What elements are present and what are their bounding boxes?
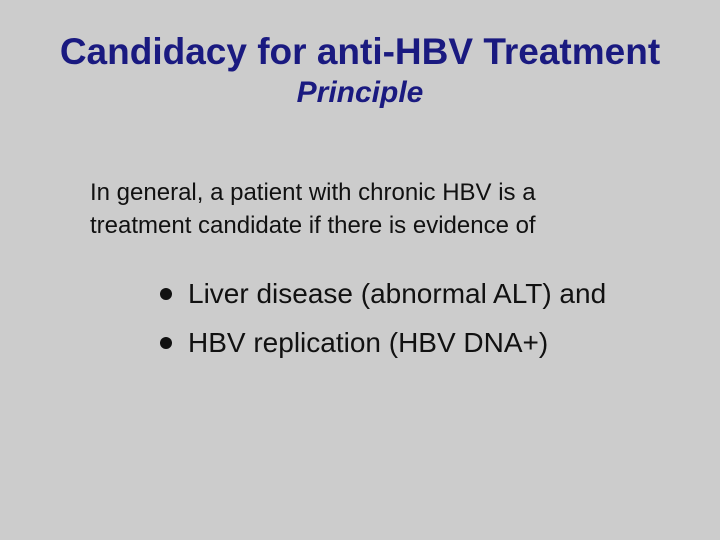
bullet-text: HBV replication (HBV DNA+) bbox=[188, 327, 549, 358]
intro-paragraph bbox=[90, 176, 690, 242]
bullet-dot-icon bbox=[160, 288, 172, 300]
intro-line-2: treatment candidate if there is evidence of bbox=[90, 212, 536, 239]
slide-title: Candidacy for anti-HBV Treatment bbox=[59, 31, 661, 72]
slide-subtitle: Principle bbox=[296, 76, 424, 109]
bullet-dot-icon bbox=[160, 337, 172, 349]
intro-line-1: In general, a patient with chronic HBV is a bbox=[90, 179, 536, 206]
bullet-text: Liver disease (abnormal ALT) and bbox=[188, 278, 607, 309]
